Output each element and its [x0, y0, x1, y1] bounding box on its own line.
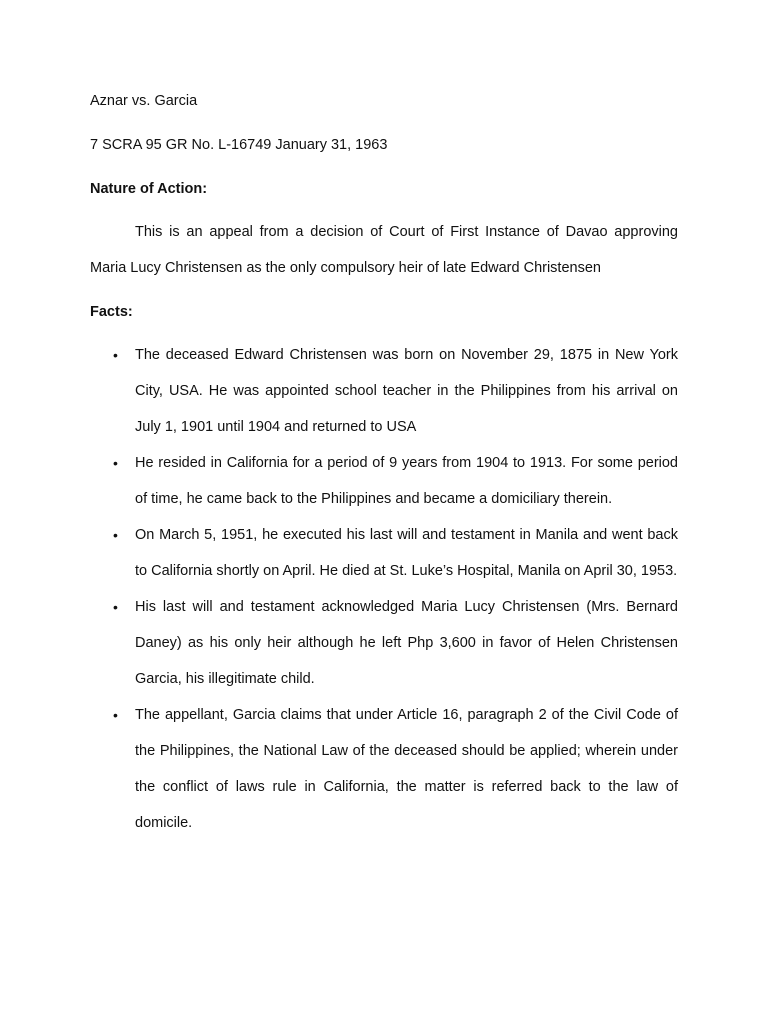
bullet-icon: •	[113, 527, 118, 543]
fact-text: On March 5, 1951, he executed his last will and testament in Manila and went back to California shortly on April. He died at St. Luke’s Hospital, Manila on April 30, 1953.	[135, 527, 678, 579]
case-title: Aznar vs. Garcia	[90, 93, 198, 109]
list-item	[90, 589, 678, 697]
facts-heading: Facts:	[90, 304, 133, 320]
fact-text: The deceased Edward Christensen was born on November 29, 1875 in New York City, USA. He was appointed school teacher in the Philippines from his arrival on July 1, 1901 until 1904 and returned to USA	[135, 347, 678, 435]
fact-text: His last will and testament acknowledged Maria Lucy Christensen (Mrs. Bernard Daney) as his only heir although he left Php 3,600 in favor of Helen Christensen Garcia, his illegitimate child.	[135, 599, 678, 687]
case-citation: 7 SCRA 95 GR No. L-16749 January 31, 1963	[90, 137, 388, 153]
list-item	[90, 697, 678, 841]
list-item	[90, 445, 678, 517]
bullet-icon: •	[113, 455, 118, 471]
bullet-icon: •	[113, 347, 118, 363]
fact-text: He resided in California for a period of 9 years from 1904 to 1913. For some period of time, he came back to the Philippines and became a domiciliary therein.	[135, 455, 678, 507]
bullet-icon: •	[113, 707, 118, 723]
fact-text: The appellant, Garcia claims that under Article 16, paragraph 2 of the Civil Code of the Philippines, the National Law of the deceased should be applied; wherein under the conflict of laws rule in California, the matter is referred back to the law of domicile.	[135, 707, 678, 831]
list-item	[90, 517, 678, 589]
nature-of-action-heading: Nature of Action:	[90, 181, 208, 197]
nature-of-action-text: This is an appeal from a decision of Court of First Instance of Davao approving Maria Lucy Christensen as the only compulsory heir of late Edward Christensen	[90, 224, 678, 276]
list-item	[90, 337, 678, 445]
bullet-icon: •	[113, 599, 118, 615]
facts-list	[90, 337, 678, 841]
